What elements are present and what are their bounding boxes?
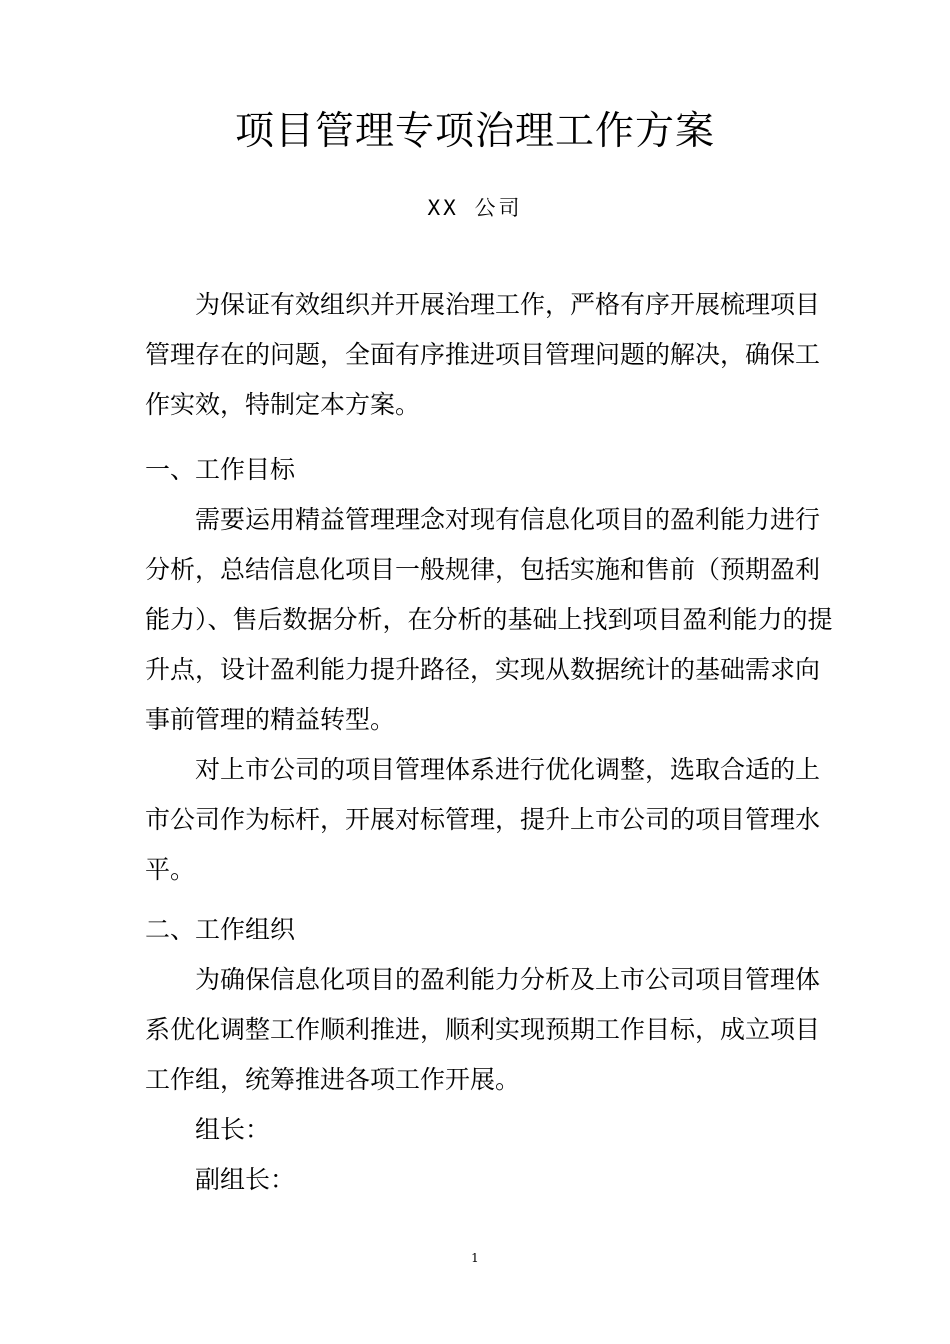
section-2-paragraph-1: 为确保信息化项目的盈利能力分析及上市公司项目管理体系优化调整工作顺利推进，顺利实现预期工作目标，成立项目工作组，统筹推进各项工作开展。 bbox=[145, 965, 821, 1094]
page-number: 1 bbox=[471, 1251, 479, 1265]
section-1-paragraph-2: 对上市公司的项目管理体系进行优化调整，选取合适的上市公司作为标杆，开展对标管理，提升上市公司的项目管理水平。 bbox=[145, 755, 821, 884]
document-title: 项目管理专项治理工作方案 bbox=[234, 109, 715, 154]
deputy-leader-label: 副组长： bbox=[195, 1165, 296, 1194]
intro-paragraph bbox=[145, 280, 837, 430]
leader-label: 组长： bbox=[195, 1115, 271, 1144]
section-2 bbox=[145, 905, 837, 1205]
company-name: XX 公司 bbox=[427, 196, 523, 220]
section-1-paragraph-1: 需要运用精益管理理念对现有信息化项目的盈利能力进行分析，总结信息化项目一般规律，包括实施和售前（预期盈利能力）、售后数据分析，在分析的基础上找到项目盈利能力的提升点，设计盈利能力提升路径，实现从数据统计的基础需求向事前管理的精益转型。 bbox=[145, 505, 833, 734]
section-2-heading: 二、工作组织 bbox=[145, 915, 296, 944]
section-1 bbox=[145, 445, 837, 895]
section-1-heading: 一、工作目标 bbox=[145, 455, 296, 484]
intro-text: 为保证有效组织并开展治理工作，严格有序开展梳理项目管理存在的问题，全面有序推进项目管理问题的解决，确保工作实效，特制定本方案。 bbox=[145, 290, 821, 419]
